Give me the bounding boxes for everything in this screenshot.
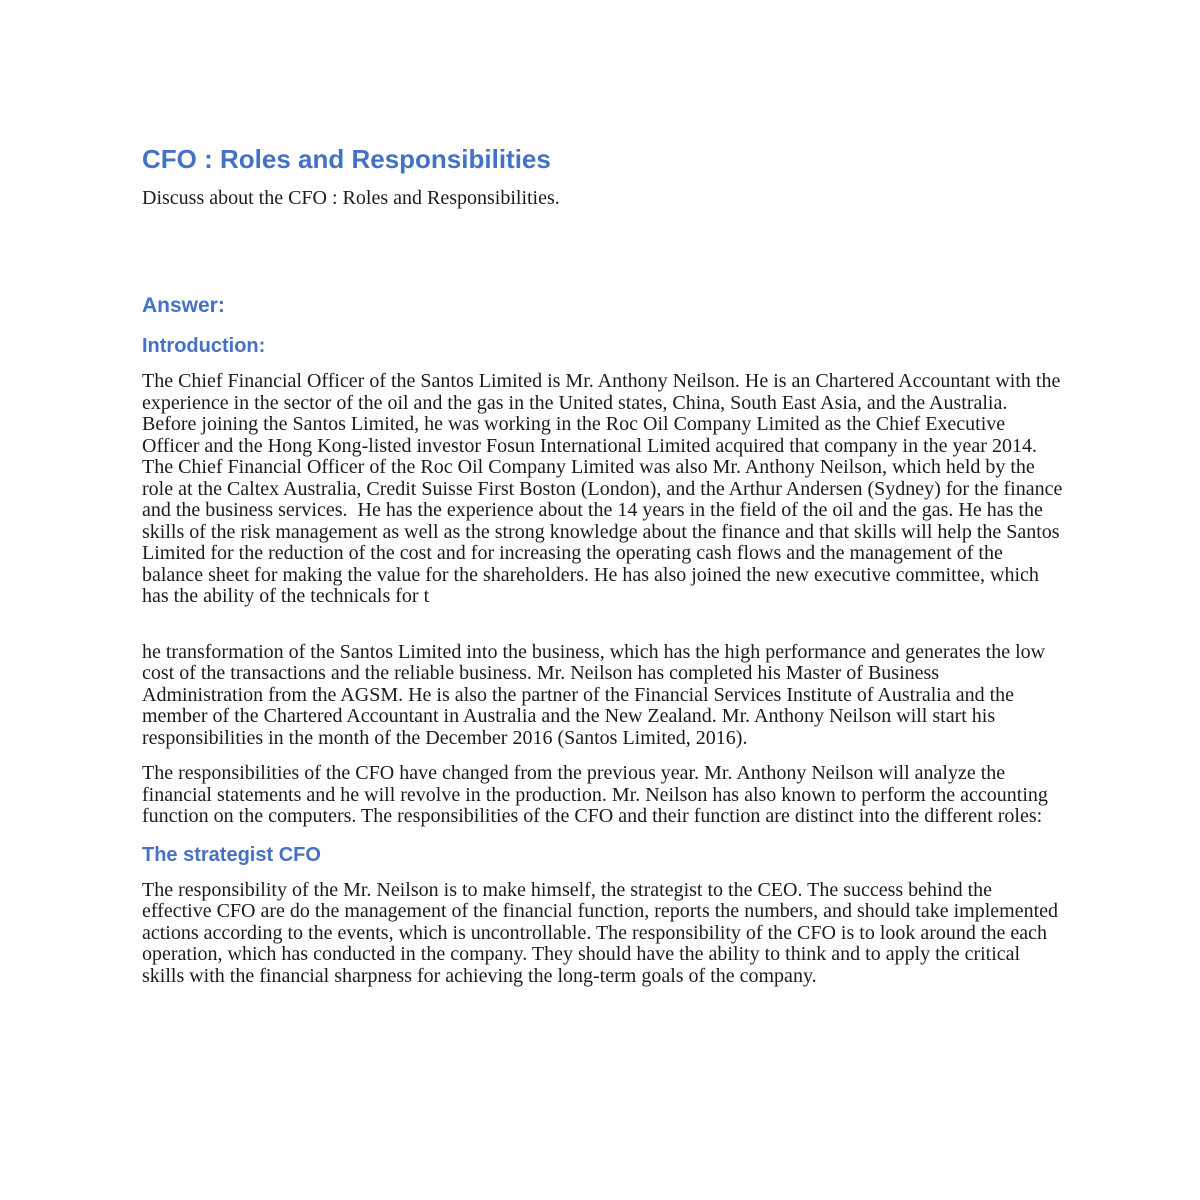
introduction-heading: Introduction: [142,335,266,357]
introduction-paragraph-2: he transformation of the Santos Limited into the business, which has the high performance and generates the low cost of the transactions and the reliable business. Mr. Neilson has completed his Master of Business Administration from the AGSM. He is also the partner of the Financial Services Institute of Australia and the member of the Chartered Accountant in Australia and the New Zealand. Mr. Anthony Neilson will start his responsibilities in the month of the December 2016 (Santos Limited, 2016). [142,640,1051,749]
answer-heading: Answer: [142,294,225,317]
strategist-cfo-heading: The strategist CFO [142,843,321,866]
introduction-paragraph-3: The responsibilities of the CFO have changed from the previous year. Mr. Anthony Neilson will analyze the financial statements and he will revolve in the production. Mr. Neilson has also known to perform the accounting function on the computers. The responsibilities of the CFO and their function are distinct into the different roles: [142,762,1053,827]
strategist-cfo-paragraph-1: The responsibility of the Mr. Neilson is to make himself, the strategist to the CEO. The success behind the effective CFO are do the management of the financial function, reports the numbers, and should take implemented actions according to the events, which is uncontrollable. The responsibility of the CFO is to look around the each operation, which has conducted in the company. They should have the ability to think and to apply the critical skills with the financial sharpness for achieving the long-term goals of the company. [142,878,1064,987]
document-title: CFO : Roles and Responsibilities [142,144,551,174]
question-text: Discuss about the CFO : Roles and Responsibilities. [142,187,560,209]
document-page [142,144,1068,1001]
introduction-paragraph-1: The Chief Financial Officer of the Santos Limited is Mr. Anthony Neilson. He is an Chartered Accountant with the experience in the sector of the oil and the gas in the United states, China, South East Asia, and the Australia. Before joining the Santos Limited, he was working in the Roc Oil Company Limited as the Chief Executive Officer and the Hong Kong-listed investor Fosun International Limited acquired that company in the year 2014. The Chief Financial Officer of the Roc Oil Company Limited was also Mr. Anthony Neilson, which held by the role at the Caltex Australia, Credit Suisse First Boston (London), and the Arthur Andersen (Sydney) for the finance and the business services. He has the experience about the 14 years in the field of the oil and the gas. He has the skills of the risk management as well as the strong knowledge about the finance and that skills will help the Santos Limited for the reduction of the cost and for increasing the operating cash flows and the management of the balance sheet for making the value for the shareholders. He has also joined the new executive committee, which has the ability of the technicals for t [142,370,1068,607]
